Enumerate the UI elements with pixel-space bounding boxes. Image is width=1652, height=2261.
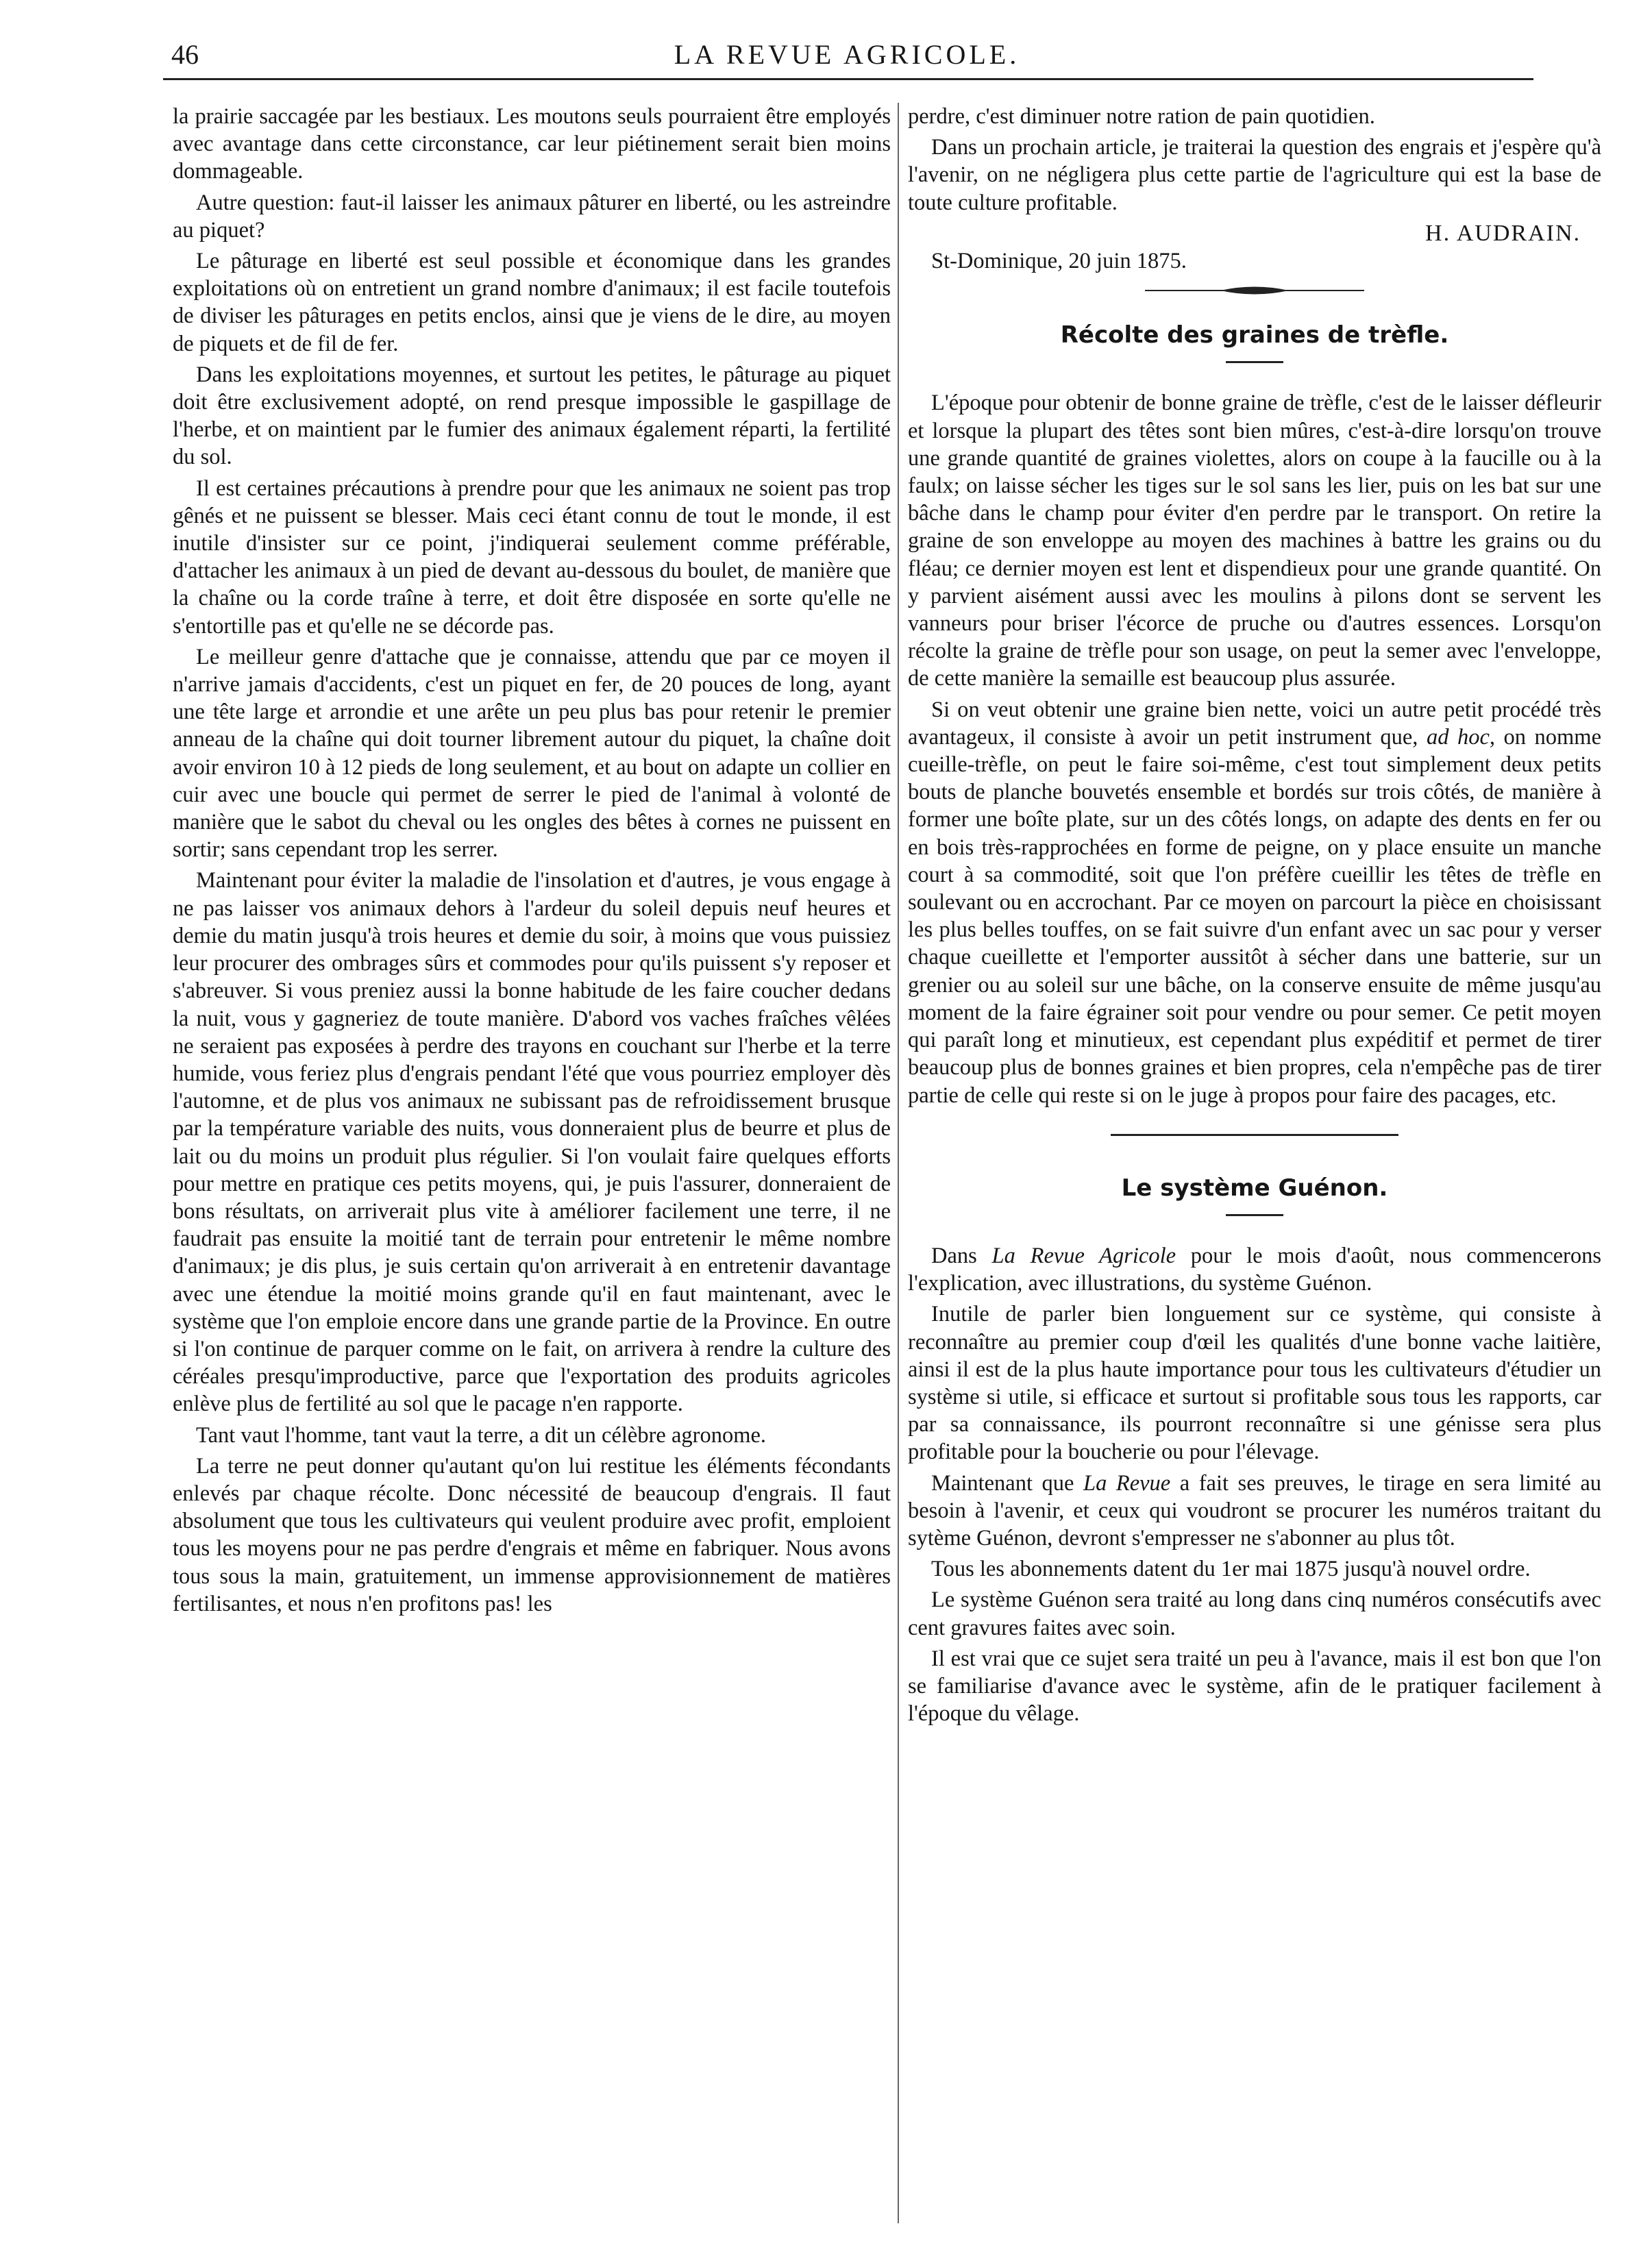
paragraph: Tous les abonnements datent du 1er mai 1875 jusqu'à nouvel ordre. xyxy=(931,1557,1531,1582)
paragraph: La terre ne peut donner qu'autant qu'on lui restitue les éléments fécondants enlevés par chaque récolte. Donc nécessité de beaucoup d'engrais. Il faut absolument que tous les cultivateurs qui veulent produire avec profit, emploient tous les moyens pour ne pas perdre d'engrais et même en fabriquer. Nous avons tous sous la main, gratuitement, un immense approvisionnement de matières fertilisantes, et nous n'en profitons pas! les xyxy=(173,1453,891,1616)
paragraph: Tant vaut l'homme, tant vaut la terre, a dit un célèbre agronome. xyxy=(196,1422,767,1448)
page-header xyxy=(158,33,1536,75)
italic-phrase: ad hoc xyxy=(1426,724,1490,750)
italic-phrase: La Revue xyxy=(1083,1470,1171,1496)
header-rule xyxy=(163,78,1533,80)
paragraph: Maintenant pour éviter la maladie de l'insolation et d'autres, je vous engage à ne pas laisser vos animaux dehors à l'ardeur du soleil depuis neuf heures et demie du matin jusqu'à trois heures et demie du soir, à moins que vous puissiez leur procurer des ombrages sûrs et commodes pour qu'ils puissent s'y reposer et s'abreuver. Si vous preniez aussi la bonne habitude de les faire coucher dedans la nuit, vous y gagneriez de toute manière. D'abord vos vaches fraîches vêlées ne seraient pas exposées à perdre des trayons en couchant sur l'herbe et la terre humide, vous feriez plus d'engrais pendant l'été que vous pourriez employer dès l'automne, et de plus vos animaux ne subissant pas de refroidissement brusque par la température variable des nuits, vous donneraient plus de beurre et plus de lait ou du moins un produit plus régulier. Si l'on voulait faire quelques efforts pour mettre en pratique ces petits moyens, qui, je puis l'assurer, donneraient de bons résultats, on arriverait plus vite à améliorer facilement une terre, il ne faudrait pas ensuite la moitié tant de terrain pour entretenir le même nombre d'animaux; je dis plus, je suis certain qu'on arriverait à en entretenir davantage avec une étendue la moitié moins grande qu'il en faut maintenant, avec le système que l'on emploie encore dans une grande partie de la Province. En outre si l'on continue de parquer comme on le fait, on arrivera à rendre la culture des céréales presqu'improductive, parce que l'exportation des produits agricoles enlève plus de fertilité au sol que le pacage n'en rapporte. xyxy=(173,868,891,1417)
paragraph: Le pâturage en liberté est seul possible et économique dans les grandes exploitations où on entretient un grand nombre d'animaux; il est facile toutefois de diviser les pâturages en petits enclos, ainsi que je viens de le dire, au moyen de piquets et de fil de fer. xyxy=(173,249,891,356)
paragraph: Maintenant que La Revue a fait ses preuves, le tirage en sera limité au besoin à l'avenir, et ceux qui voudront se procurer les numéros traitant du sytème Guénon, devront s'empresser ne s'abonner au plus tôt. xyxy=(908,1470,1602,1550)
paragraph: Dans les exploitations moyennes, et surtout les petites, le pâturage au piquet doit être exclusivement adopté, on rend presque impossible le gaspillage de l'herbe, et on maintient par le fumier des animaux également réparti, la fertilité du sol. xyxy=(173,362,891,470)
paragraph: Dans un prochain article, je traiterai la question des engrais et j'espère qu'à l'avenir, on ne négligera plus cette partie de l'agriculture qui est la base de toute culture profitable. xyxy=(908,135,1601,215)
italic-phrase: La Revue Agricole xyxy=(991,1243,1176,1268)
left-column xyxy=(173,103,891,1621)
paragraph-continuation: perdre, c'est diminuer notre ration de pain quotidien. xyxy=(908,104,1375,129)
paragraph: Il est vrai que ce sujet sera traité un peu à l'avance, mais il est bon que l'on se familiarise d'avance avec le système, afin de le pratiquer facilement à l'époque du vêlage. xyxy=(908,1646,1601,1727)
column-divider xyxy=(898,103,899,2223)
author-signature: H. AUDRAIN. xyxy=(1425,220,1581,246)
paragraph: Inutile de parler bien longuement sur ce système, qui consiste à reconnaître au premier coup d'œil les qualités d'une bonne vache laitière, ainsi il est de la plus haute importance pour tous les cultivateurs d'étudier un système si utile, si efficace et surtout si profitable sous tous les rapports, car par sa connaissance, ils pourront reconnaître si une génisse sera plus profitable pour la boucherie ou pour l'élevage. xyxy=(908,1302,1601,1465)
journal-title: LA REVUE AGRICOLE. xyxy=(674,39,1020,70)
dateline: St-Dominique, 20 juin 1875. xyxy=(931,249,1187,274)
paragraph: Autre question: faut-il laisser les animaux pâturer en liberté, ou les astreindre au piquet? xyxy=(173,190,891,243)
paragraph: Dans La Revue Agricole pour le mois d'août, nous commencerons l'explication, avec illustrations, du système Guénon. xyxy=(908,1243,1602,1296)
paragraph: L'époque pour obtenir de bonne graine de trèfle, c'est de le laisser défleurir et lorsque la plupart des têtes sont bien mûres, c'est-à-dire lorsqu'on trouve une grande quantité de graines violettes, alors on coupe à la faucille ou à la faulx; on laisse sécher les tiges sur le sol sans les lier, puis on les bat sur une bâche dans le champ pour éviter d'en perdre par le transport. On retire la graine de son enveloppe au moyen des machines à battre les grains ou du fléau; ce dernier moyen est lent et dispendieux pour une grande quantité. On y parvient aisément aussi avec les moulins à pilons dont se servent les vanneurs pour briser l'écorce de pruche ou d'autres essences. Lorsqu'on récolte la graine de trèfle pour son usage, on peut la semer avec l'enveloppe, de cette manière la semaille est beaucoup plus assurée. xyxy=(908,391,1601,691)
title-rule xyxy=(1226,1214,1283,1216)
paragraph: Il est certaines précautions à prendre pour que les animaux ne soient pas trop gênés et ne puissent se blesser. Mais ceci étant connu de tout le monde, il est inutile d'insister sur ce point, j'indiquerai seulement comme préférable, d'attacher les animaux à un pied de devant au-dessous du boulet, de manière que la chaîne ou la corde traîne à terre, et doit être disposée en sorte qu'elle ne s'entortille pas et qu'elle ne se décorde pas. xyxy=(173,475,891,639)
ornament-icon xyxy=(1145,280,1364,301)
paragraph: Si on veut obtenir une graine bien nette, voici un autre petit procédé très avantageux, il consiste à avoir un petit instrument que, ad hoc, on nomme cueille-trèfle, on peut le faire soi-même, c'est tout simplement deux petits bouts de planche bouvetés ensemble et bordés sur trois côtés, de manière à former une boîte plate, sur un des côtés longs, on adapte des dents en fer ou en bois très-rapprochées en forme de peigne, on y place ensuite un manche court à sa commodité, soit que l'on préfère cueillir les têtes de trèfle en soulevant ou en accrochant. Par ce moyen on parcourt la pièce en choisissant les plus belles touffes, on se fait suivre d'un enfant avec un sac pour y verser chaque cueillette et l'emporter aussitôt à sécher dans une batterie, sur un grenier ou au soleil sur une bâche, on la conserve ensuite de même jusqu'au moment de la faire égrainer soit pour vendre ou pour semer. Ce petit moyen qui paraît long et minutieux, est cependant plus expéditif et permet de tirer beaucoup plus de bonnes graines et bien propres, cela n'empêche pas de tirer partie de celle qui reste si on le juge à propos pour faire des pacages, etc. xyxy=(908,697,1602,1108)
paragraph: Le système Guénon sera traité au long dans cinq numéros consécutifs avec cent gravures faites avec soin. xyxy=(908,1587,1601,1640)
paragraph: Le meilleur genre d'attache que je connaisse, attendu que par ce moyen il n'arrive jamais d'accidents, c'est un piquet en fer, de 20 pouces de long, ayant une tête large et arrondie et une arête un peu plus bas pour retenir le premier anneau de la chaîne qui doit tourner librement autour du piquet, la chaîne doit avoir environ 10 à 12 pieds de long seulement, et au bout on adapte un collier en cuir avec une boucle qui permet de serrer le pied de l'animal à volonté de manière que le sabot du cheval ou les ongles des bêtes à cornes ne puissent en sortir; sans cependant trop les serrer. xyxy=(173,644,891,863)
section-title: Récolte des graines de trèfle. xyxy=(1060,321,1449,349)
page-number: 46 xyxy=(171,39,199,70)
right-column xyxy=(908,103,1601,1731)
section-title: Le système Guénon. xyxy=(1121,1174,1388,1202)
paragraph: la prairie saccagée par les bestiaux. Les moutons seuls pourraient être employés avec avantage dans cette circonstance, car leur piétinement serait bien moins dommageable. xyxy=(173,104,891,184)
title-rule xyxy=(1226,361,1283,363)
ornamental-rule xyxy=(908,280,1601,308)
section-separator xyxy=(1111,1134,1398,1136)
